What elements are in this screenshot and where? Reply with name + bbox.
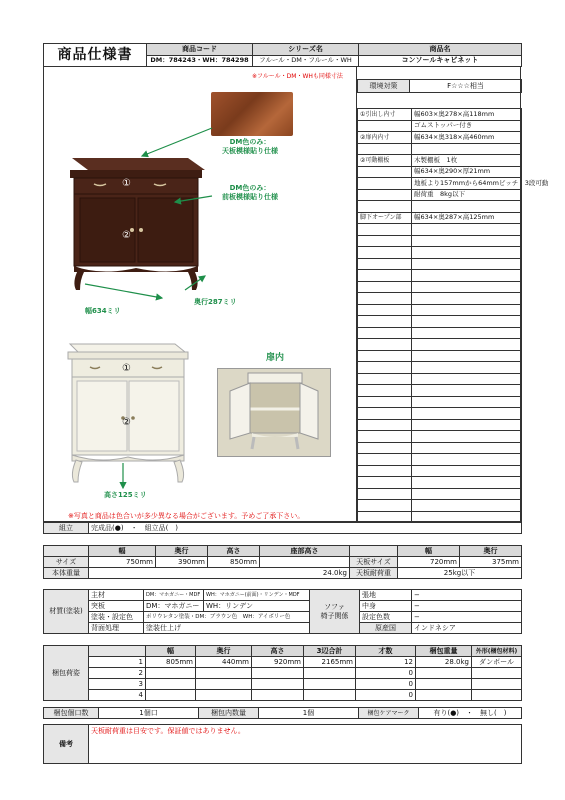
size-width: 750mm	[89, 557, 156, 568]
top-load: 25kg以下	[398, 568, 522, 579]
assembly-table	[43, 522, 522, 534]
spec-row-value	[412, 500, 522, 512]
main-material-dm: DM：マホガニー・MDF	[144, 590, 204, 601]
spec-row	[358, 419, 522, 431]
spec-row-value	[412, 304, 522, 316]
drawer-number-dark: ①	[122, 178, 131, 189]
spec-row-value: 耐荷重 8kg以下	[412, 189, 522, 201]
spec-row-value	[412, 350, 522, 362]
pack-weight: 28.0kg	[416, 657, 472, 668]
spec-row	[358, 178, 522, 190]
height-label: 高さ125ミリ	[104, 491, 147, 499]
colors-label: 設定色数	[360, 612, 412, 623]
header-code-label: 商品コード	[147, 44, 253, 56]
spec-row-value	[412, 235, 522, 247]
spec-row-label	[358, 327, 412, 339]
paint-value: ポリウレタン塗装・DM：ブラウン色 WH：アイボリー色	[144, 612, 310, 623]
top-width: 720mm	[398, 557, 460, 568]
spec-row-value	[412, 431, 522, 443]
header-name-label: 商品名	[359, 44, 522, 56]
assembly-label: 組立	[44, 523, 89, 534]
pack-sum	[304, 679, 356, 690]
top-depth: 375mm	[460, 557, 522, 568]
spec-row-value	[412, 270, 522, 282]
pack-no: 3	[89, 679, 146, 690]
spec-row-label	[358, 454, 412, 466]
main-material-label: 主材	[89, 590, 144, 601]
spec-row	[358, 201, 522, 213]
pack-inner-label: 梱包内数量	[199, 708, 259, 719]
cover-value: −	[412, 590, 522, 601]
spec-row-value	[412, 442, 522, 454]
pack-material: ダンボール	[472, 657, 522, 668]
veneer-dm: DM：マホガニー	[144, 601, 204, 612]
pack-depth	[196, 690, 252, 701]
pack-weight	[416, 679, 472, 690]
spec-row-value	[412, 143, 522, 155]
spec-row-value	[412, 454, 522, 466]
spec-row	[358, 120, 522, 132]
pack-height	[252, 679, 304, 690]
pack-material	[472, 679, 522, 690]
spec-row-value: 幅634×奥287×高125mm	[412, 212, 522, 224]
pack-width	[146, 679, 196, 690]
pack-header-weight: 梱包重量	[416, 646, 472, 657]
spec-row	[358, 327, 522, 339]
spec-row	[358, 396, 522, 408]
pack-sai: 12	[356, 657, 416, 668]
top-header-depth: 奥行	[460, 546, 522, 557]
spec-row-label	[358, 270, 412, 282]
pack-row	[44, 668, 522, 679]
spec-env-row	[357, 79, 522, 93]
spec-row-label	[358, 120, 412, 132]
back-label: 背面処理	[89, 623, 144, 634]
spec-row-label	[358, 511, 412, 523]
pack-row	[44, 657, 522, 668]
packaging-label: 梱包荷姿	[44, 646, 89, 701]
spec-row	[358, 477, 522, 489]
spec-row	[358, 212, 522, 224]
spec-row	[358, 408, 522, 420]
spec-row-label	[358, 178, 412, 190]
spec-row-label	[358, 143, 412, 155]
same-size-note: ※フルール・DM・WHも同様寸法	[252, 73, 343, 80]
spec-row	[358, 143, 522, 155]
spec-row-label	[358, 396, 412, 408]
spec-row	[358, 488, 522, 500]
depth-label: 奥行287ミリ	[194, 298, 237, 306]
pack-sai: 0	[356, 679, 416, 690]
pack-width	[146, 690, 196, 701]
inside-photo	[217, 368, 331, 457]
veneer-label: 突板	[89, 601, 144, 612]
spec-row-label	[358, 339, 412, 351]
spec-row-value	[412, 281, 522, 293]
spec-row	[358, 431, 522, 443]
spec-row	[358, 109, 522, 121]
back-value: 塗装仕上げ	[144, 623, 310, 634]
pack-height	[252, 690, 304, 701]
spec-row	[358, 155, 522, 167]
pack-sai: 0	[356, 690, 416, 701]
remarks-label: 備考	[44, 725, 89, 764]
spec-row	[358, 247, 522, 259]
pack-no: 1	[89, 657, 146, 668]
pack-sum: 2165mm	[304, 657, 356, 668]
door-number-dark: ②	[122, 230, 131, 241]
remarks-text: 天板耐荷重は目安です。保証値ではありません。	[89, 725, 522, 764]
spec-row-label: ②可動棚板	[358, 155, 412, 167]
spec-row	[358, 454, 522, 466]
assembly-value: 完成品(●) ・ 組立品( )	[89, 523, 522, 534]
spec-row-label	[358, 316, 412, 328]
spec-row-label	[358, 408, 412, 420]
pack-no: 4	[89, 690, 146, 701]
dm-front-label: DM色のみ： 前板模様貼り仕様	[222, 184, 278, 201]
remarks-table	[43, 724, 522, 764]
spec-row-label	[358, 247, 412, 259]
spec-row-label	[358, 419, 412, 431]
top-size-label: 天板サイズ	[350, 557, 398, 568]
colors-value: −	[412, 612, 522, 623]
pack-depth	[196, 679, 252, 690]
spec-row-label	[358, 431, 412, 443]
spec-row-value	[412, 477, 522, 489]
pack-no: 2	[89, 668, 146, 679]
spec-row-value	[412, 465, 522, 477]
spec-row-value	[412, 511, 522, 523]
weight-label: 本体重量	[44, 568, 89, 579]
spec-row-value	[412, 247, 522, 259]
cover-label: 張地	[360, 590, 412, 601]
body-weight: 24.0kg	[89, 568, 350, 579]
origin-label: 原産国	[360, 623, 412, 634]
spec-row-value	[412, 408, 522, 420]
pack-width: 805mm	[146, 657, 196, 668]
dm-top-label: DM色のみ： 天板模様貼り仕様	[222, 138, 278, 155]
spec-row-label	[358, 442, 412, 454]
spec-row-label	[358, 304, 412, 316]
size-header-width: 幅	[89, 546, 156, 557]
spec-row-label: 脚下オープン部	[358, 212, 412, 224]
door-number-ivory: ②	[122, 417, 131, 428]
spec-row-label	[358, 235, 412, 247]
spec-row	[358, 362, 522, 374]
spec-row-value	[412, 339, 522, 351]
drawer-number-ivory: ①	[122, 363, 131, 374]
spec-row-value	[412, 488, 522, 500]
spec-row	[358, 373, 522, 385]
spec-row	[358, 339, 522, 351]
spec-row-label	[358, 488, 412, 500]
spec-row-value	[412, 327, 522, 339]
spec-row-value	[412, 258, 522, 270]
pack-count-label: 梱包個口数	[44, 708, 99, 719]
pack-inner-value: 1個	[259, 708, 359, 719]
pack-count-value: 1個口	[99, 708, 199, 719]
pack-row	[44, 679, 522, 690]
size-header-depth: 奥行	[156, 546, 208, 557]
spec-row-value	[412, 201, 522, 213]
origin-value: インドネシア	[412, 623, 522, 634]
size-table	[43, 545, 522, 579]
spec-row-value: ゴムストッパー付き	[412, 120, 522, 132]
pack-header-depth: 奥行	[196, 646, 252, 657]
spec-row-label	[358, 224, 412, 236]
packaging-count-table	[43, 707, 522, 719]
spec-row	[358, 500, 522, 512]
size-height: 850mm	[208, 557, 260, 568]
pack-material	[472, 668, 522, 679]
spec-row-value: 幅634×奥318×高460mm	[412, 132, 522, 144]
spec-row	[358, 316, 522, 328]
env-label: 環境対策	[358, 80, 410, 93]
pack-depth	[196, 668, 252, 679]
spec-row-label	[358, 500, 412, 512]
spec-row	[358, 350, 522, 362]
care-mark-value: 有り(●) ・ 無し( )	[419, 708, 522, 719]
spec-row	[358, 293, 522, 305]
main-material-wh: WH：マホガニー(前面)・リンデン・MDF	[204, 590, 310, 601]
top-load-label: 天板耐荷重	[350, 568, 398, 579]
size-depth: 390mm	[156, 557, 208, 568]
spec-row	[358, 270, 522, 282]
pack-header-height: 高さ	[252, 646, 304, 657]
spec-row	[358, 281, 522, 293]
spec-row-value	[412, 293, 522, 305]
spec-row-label	[358, 281, 412, 293]
veneer-wh: WH：リンデン	[204, 601, 310, 612]
width-label: 幅634ミリ	[85, 307, 121, 315]
spec-row	[358, 511, 522, 523]
inside-label: 扉内	[266, 353, 285, 363]
spec-row-label: ②扉内内寸	[358, 132, 412, 144]
sofa-label: ソファ 椅子関係	[310, 590, 360, 634]
pack-sum	[304, 668, 356, 679]
size-header-height: 高さ	[208, 546, 260, 557]
spec-row-value	[412, 385, 522, 397]
pack-height: 920mm	[252, 657, 304, 668]
spec-row-label	[358, 385, 412, 397]
spec-row-value	[412, 396, 522, 408]
spec-row-value: 幅634×奥290×厚21mm	[412, 166, 522, 178]
header-series-label: シリーズ名	[253, 44, 359, 56]
spec-row-value: 木製棚板 1枚	[412, 155, 522, 167]
spec-row	[358, 442, 522, 454]
series-name: フルール・DM・フルール・WH	[253, 55, 359, 67]
spec-row-label	[358, 258, 412, 270]
spec-rows	[357, 108, 549, 523]
spec-row-label	[358, 350, 412, 362]
spec-row-value	[412, 373, 522, 385]
spec-row-label	[358, 166, 412, 178]
product-code: DM：784243・WH：784298	[147, 55, 253, 67]
document-title: 商品仕様書	[44, 44, 147, 67]
pack-weight	[416, 668, 472, 679]
size-label: サイズ	[44, 557, 89, 568]
pack-row	[44, 690, 522, 701]
spec-row-label	[358, 201, 412, 213]
inner-value: −	[412, 601, 522, 612]
spec-row-label	[358, 465, 412, 477]
spec-row	[358, 224, 522, 236]
spec-row	[358, 132, 522, 144]
spec-row-label	[358, 189, 412, 201]
spec-row-value	[412, 362, 522, 374]
pack-height	[252, 668, 304, 679]
size-seat	[260, 557, 350, 568]
pack-header-sum: 3辺合計	[304, 646, 356, 657]
pack-sai: 0	[356, 668, 416, 679]
spec-row-value	[412, 316, 522, 328]
spec-row-value	[412, 224, 522, 236]
spec-row-value: 幅603×奥278×高118mm	[412, 109, 522, 121]
env-value: F☆☆☆相当	[410, 80, 522, 93]
product-name: コンソールキャビネット	[359, 55, 522, 67]
paint-label: 塗装・設定色	[89, 612, 144, 623]
pack-header-sai: 才数	[356, 646, 416, 657]
pack-material	[472, 690, 522, 701]
spec-row-label	[358, 293, 412, 305]
pack-sum	[304, 690, 356, 701]
material-table	[43, 589, 522, 634]
material-label: 材質(塗装)	[44, 590, 89, 634]
spec-row	[358, 304, 522, 316]
spec-row-label	[358, 477, 412, 489]
pack-depth: 440mm	[196, 657, 252, 668]
top-header-width: 幅	[398, 546, 460, 557]
spec-row	[358, 166, 522, 178]
spec-row-label	[358, 362, 412, 374]
size-header-seat: 座部高さ	[260, 546, 350, 557]
packaging-table	[43, 645, 522, 701]
spec-row-label	[358, 373, 412, 385]
spec-row	[358, 385, 522, 397]
spec-row	[358, 235, 522, 247]
spec-row-value	[412, 419, 522, 431]
inner-label: 中身	[360, 601, 412, 612]
pack-weight	[416, 690, 472, 701]
care-mark-label: 梱包ケアマーク	[359, 708, 419, 719]
spec-row	[358, 189, 522, 201]
pack-width	[146, 668, 196, 679]
spec-row-value: 地板より157mmから64mmピッチ 3段可動	[412, 178, 522, 190]
pack-header-width: 幅	[146, 646, 196, 657]
photo-color-note: ※写真と商品は色合いが多少異なる場合がございます。予めご了承下さい。	[68, 512, 305, 520]
spec-row	[358, 465, 522, 477]
pack-header-material: 外形(梱包材料)	[472, 646, 522, 657]
spec-row	[358, 258, 522, 270]
spec-row-label: ①引出し内寸	[358, 109, 412, 121]
